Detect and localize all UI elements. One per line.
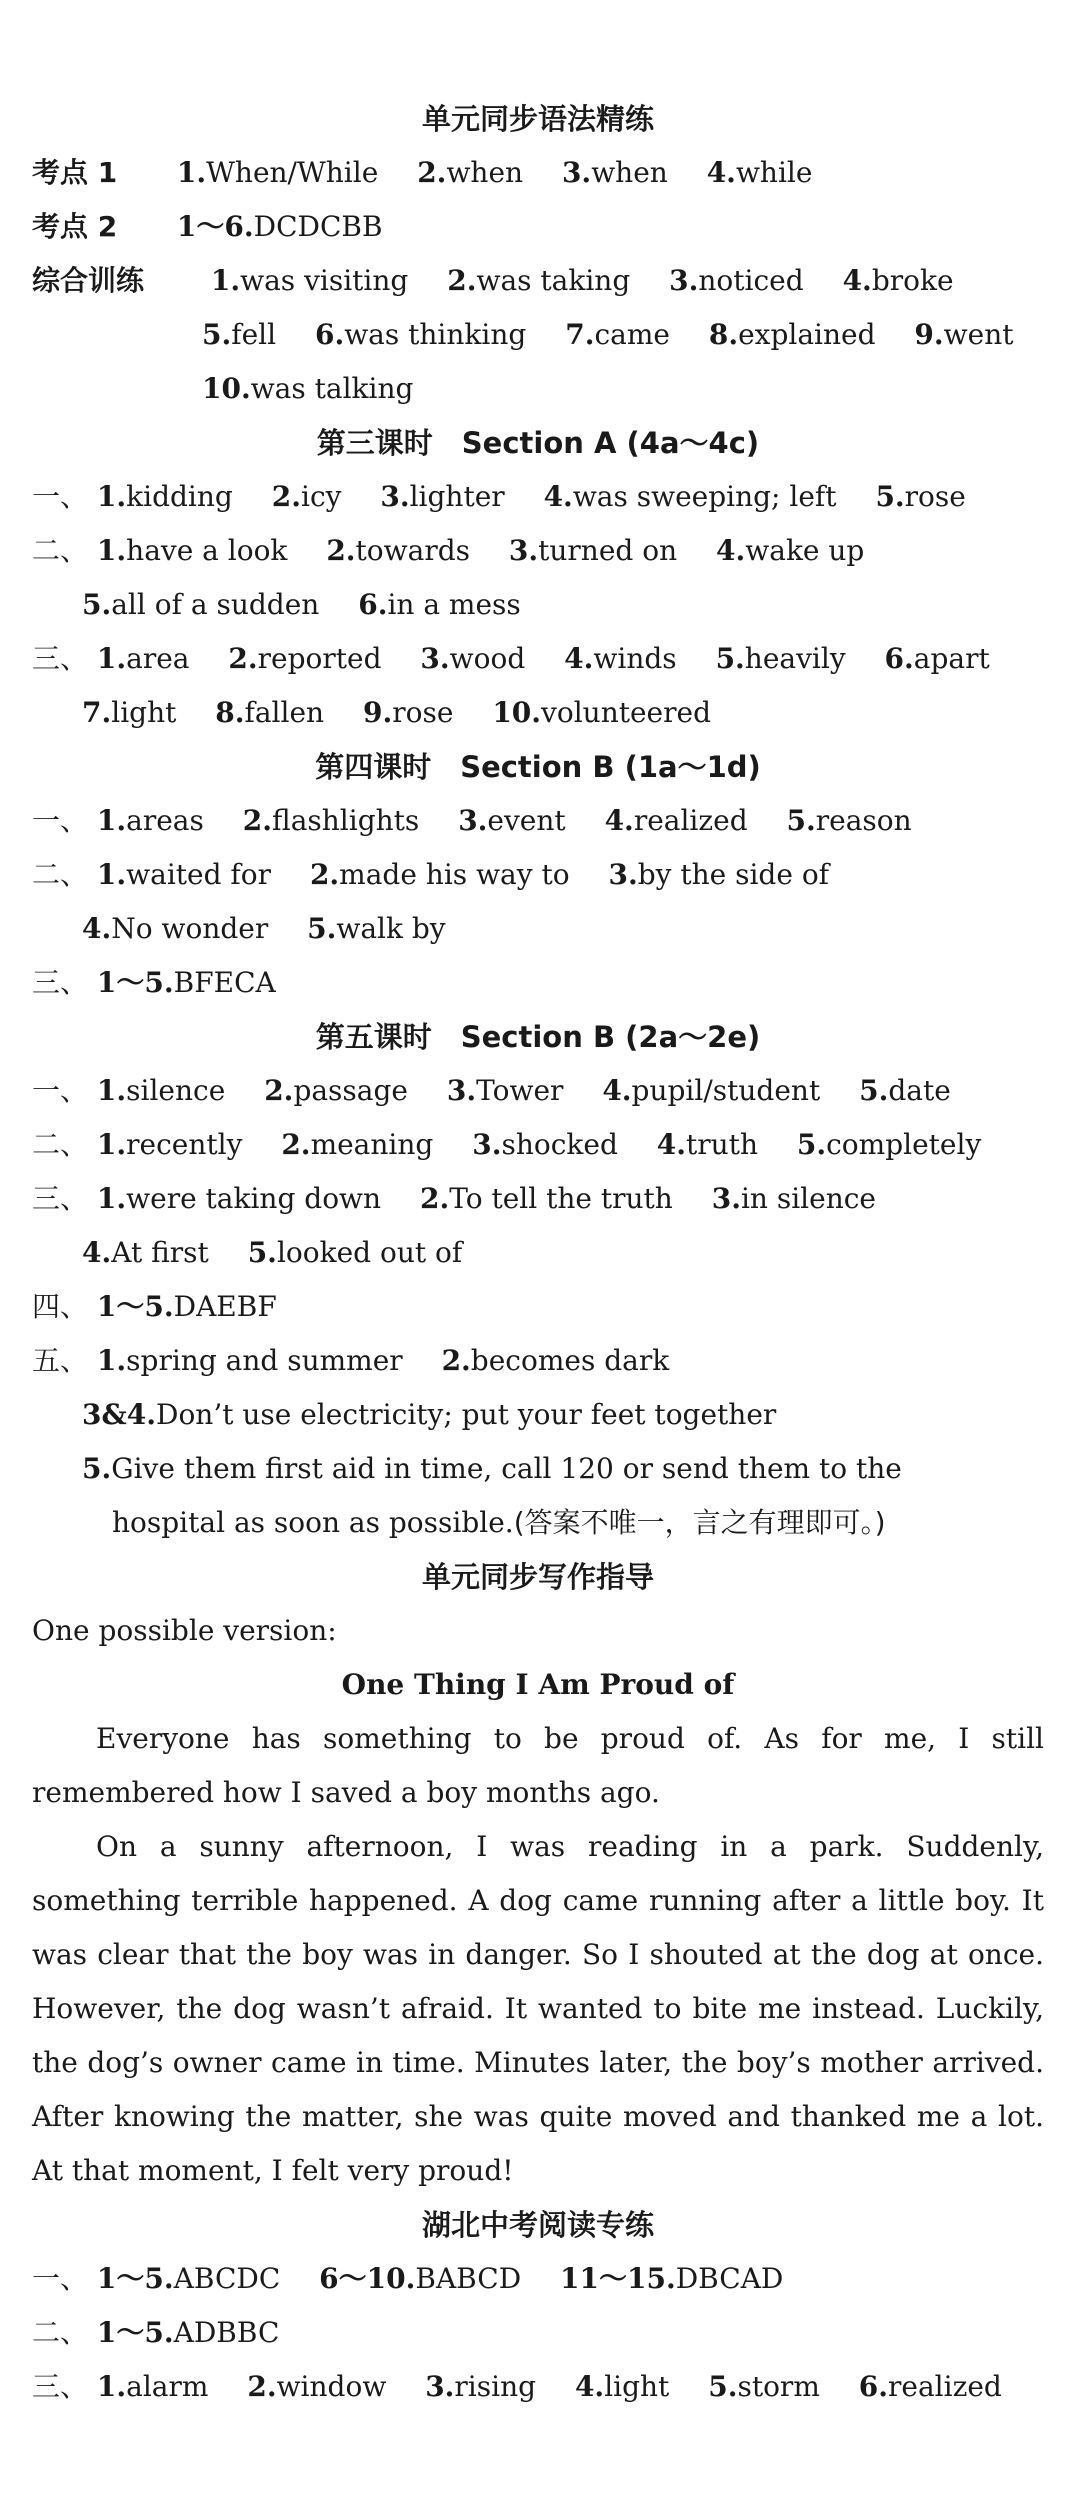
answer-item: 2.when	[417, 156, 524, 189]
writing-intro: One possible version:	[32, 1614, 337, 1647]
answer-item: 3.rising	[425, 2370, 537, 2403]
answer-item: 4.broke	[842, 264, 954, 297]
answer-item: 3.wood	[420, 642, 526, 675]
answer-row	[32, 1280, 1044, 1334]
section-title-writing: 单元同步写作指导	[421, 1560, 654, 1594]
answer-item: 1.alarm	[96, 2370, 209, 2403]
answer-item: 5.date	[859, 1074, 951, 1107]
answer-item: 5.fell	[202, 318, 277, 351]
part-number: 二、	[32, 534, 89, 567]
answer-item: 2.made his way to	[309, 858, 570, 891]
answer-item: 4.realized	[604, 804, 748, 837]
answer-item: 1.silence	[96, 1074, 226, 1107]
answer-item: 9.went	[914, 318, 1014, 351]
answer-item: 3.when	[561, 156, 668, 189]
part-number: 二、	[32, 1128, 89, 1161]
answer-item: 3.in silence	[711, 1182, 876, 1215]
answer-item: 4.wake up	[716, 534, 865, 567]
part-number: 四、	[32, 1290, 89, 1323]
answer-item: 5.completely	[796, 1128, 982, 1161]
part-number: 二、	[32, 2316, 89, 2349]
part-number: 一、	[32, 2262, 89, 2295]
answer-item: 3.by the side of	[608, 858, 830, 891]
answer-item: 2.window	[247, 2370, 387, 2403]
answer-item: 2.icy	[271, 480, 342, 513]
answer-item: 1.waited for	[96, 858, 272, 891]
part-number: 三、	[32, 2370, 89, 2403]
row-label: 综合训练	[32, 264, 145, 297]
row-label: 考点 1	[32, 156, 118, 189]
answer-item: 4.winds	[564, 642, 677, 675]
section-title-lesson3: 第三课时 Section A (4a～4c)	[316, 426, 760, 460]
answer-item: 3.noticed	[669, 264, 804, 297]
answer-item: 1～5.DAEBF	[96, 1290, 277, 1323]
answer-row	[32, 524, 1044, 578]
answer-item: 1.areas	[96, 804, 204, 837]
part-number: 五、	[32, 1344, 89, 1377]
answer-item: 4.light	[574, 2370, 670, 2403]
answer-item: 4.was sweeping; left	[543, 480, 837, 513]
answer-item: 1～5.BFECA	[96, 966, 276, 999]
answer-row	[32, 2360, 1044, 2414]
answer-item: 11～15.DBCAD	[560, 2262, 784, 2295]
answer-item: 4.pupil/student	[602, 1074, 821, 1107]
answer-item: 3.turned on	[508, 534, 678, 567]
answer-item: 10.was talking	[202, 372, 414, 405]
section-title-grammar: 单元同步语法精练	[421, 102, 654, 136]
answer-row	[32, 200, 1044, 254]
row-label: 考点 2	[32, 210, 118, 243]
section-title-reading: 湖北中考阅读专练	[421, 2208, 654, 2242]
answer-item: 4.At first	[82, 1236, 209, 1269]
answer-item: 4.truth	[656, 1128, 758, 1161]
answer-item: 1～5.ADBBC	[96, 2316, 280, 2349]
answer-item: 1.were taking down	[96, 1182, 382, 1215]
answer-item: 1～5.ABCDC	[96, 2262, 281, 2295]
answer-item: 2.flashlights	[242, 804, 420, 837]
answer-row	[32, 956, 1044, 1010]
answer-item: 2.To tell the truth	[419, 1182, 673, 1215]
answer-item: 2.becomes dark	[441, 1344, 670, 1377]
answer-item: 3&4.Don’t use electricity; put your feet together	[82, 1398, 777, 1431]
answer-item: 2.was taking	[447, 264, 631, 297]
answer-row	[32, 2252, 1044, 2306]
answer-item: 3.Tower	[446, 1074, 564, 1107]
answer-row	[32, 1172, 1044, 1226]
answer-item: 9.rose	[362, 696, 454, 729]
answer-item: 1.When/While	[176, 156, 379, 189]
answer-item: 5.heavily	[715, 642, 846, 675]
part-number: 一、	[32, 480, 89, 513]
answer-row	[32, 794, 1044, 848]
section-title-lesson4: 第四课时 Section B (1a～1d)	[315, 750, 761, 784]
answer-item: 3.event	[458, 804, 566, 837]
part-number: 三、	[32, 1182, 89, 1215]
answer-item: 2.reported	[228, 642, 382, 675]
answer-item: 3.lighter	[380, 480, 505, 513]
answer-item: 7.came	[565, 318, 670, 351]
answer-item: 5.storm	[708, 2370, 820, 2403]
answer-item: 1.have a look	[96, 534, 288, 567]
answer-item: 7.light	[82, 696, 177, 729]
answer-item: 6.realized	[858, 2370, 1002, 2403]
answer-row	[32, 1496, 1044, 1550]
answer-row	[32, 362, 1044, 416]
answer-row	[32, 578, 1044, 632]
answer-row	[32, 1334, 1044, 1388]
answer-item: 10.volunteered	[492, 696, 711, 729]
answer-item: 8.explained	[708, 318, 876, 351]
part-number: 二、	[32, 858, 89, 891]
part-number: 一、	[32, 804, 89, 837]
answer-item: 6.apart	[884, 642, 990, 675]
answer-row	[32, 1118, 1044, 1172]
answer-item: 6～10.BABCD	[319, 2262, 522, 2295]
answer-item: 3.shocked	[472, 1128, 618, 1161]
answer-row	[32, 146, 1044, 200]
section-title-lesson5: 第五课时 Section B (2a～2e)	[315, 1020, 761, 1054]
answer-item: 1.area	[96, 642, 190, 675]
part-number: 三、	[32, 642, 89, 675]
answer-item: 5.walk by	[307, 912, 446, 945]
answer-item: 1.recently	[96, 1128, 243, 1161]
answer-row	[32, 632, 1044, 686]
answer-row	[32, 308, 1044, 362]
answer-row	[32, 1442, 1044, 1496]
answer-row	[32, 848, 1044, 902]
answer-row	[32, 2306, 1044, 2360]
part-number: 一、	[32, 1074, 89, 1107]
answer-row	[32, 470, 1044, 524]
answer-note: (答案不唯一，言之有理即可。)	[513, 1506, 886, 1539]
answer-item: 5.reason	[786, 804, 912, 837]
answer-row	[32, 1226, 1044, 1280]
answer-continuation: hospital as soon as possible.	[112, 1506, 514, 1539]
answer-item: 6.in a mess	[358, 588, 521, 621]
answer-row	[32, 1064, 1044, 1118]
answer-item: 4.while	[706, 156, 813, 189]
answer-item: 2.passage	[264, 1074, 408, 1107]
answer-item: 1.kidding	[96, 480, 233, 513]
answer-item: 5.all of a sudden	[82, 588, 320, 621]
answer-item: 2.towards	[326, 534, 470, 567]
answer-item: 4.No wonder	[82, 912, 269, 945]
answer-item: 1.spring and summer	[96, 1344, 403, 1377]
answer-item: 6.was thinking	[314, 318, 527, 351]
answer-row	[32, 902, 1044, 956]
essay-paragraph: On a sunny afternoon, I was reading in a park. Suddenly, something terrible happened. A dog came running after a little boy. It was clear that the boy was in danger. So I shouted at the dog at once. However, the dog wasn’t afraid. It wanted to bite me instead. Luckily, the dog’s owner came in time. Minutes later, the boy’s mother arrived. After knowing the matter, she was quite moved and thanked me a lot. At that moment, I felt very proud!	[32, 1830, 1044, 2187]
essay-title: One Thing I Am Proud of	[341, 1668, 735, 1701]
answer-item: 8.fallen	[215, 696, 325, 729]
answer-item: 5.looked out of	[247, 1236, 463, 1269]
answer-item: 1～6.DCDCBB	[176, 210, 383, 243]
answer-item: 2.meaning	[281, 1128, 434, 1161]
answer-row	[32, 254, 1044, 308]
essay-paragraph: Everyone has something to be proud of. As for me, I still remembered how I saved a boy months ago.	[32, 1722, 1044, 1809]
answer-item: 5.Give them first aid in time, call 120 or send them to the	[82, 1452, 902, 1485]
part-number: 三、	[32, 966, 89, 999]
answer-row	[32, 686, 1044, 740]
answer-row	[32, 1388, 1044, 1442]
answer-item: 5.rose	[875, 480, 966, 513]
answer-item: 1.was visiting	[210, 264, 409, 297]
